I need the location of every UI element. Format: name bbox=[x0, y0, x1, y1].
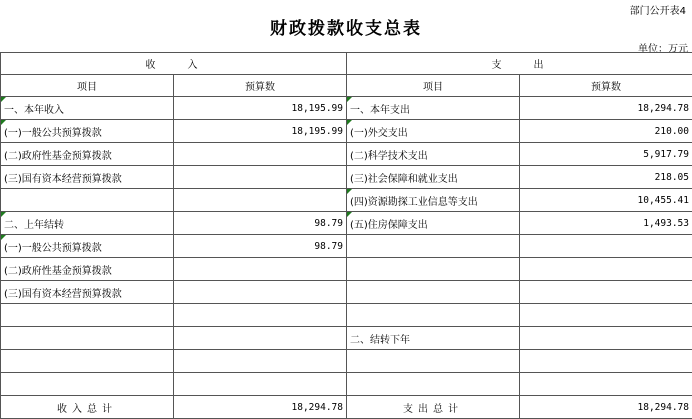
expense-value bbox=[520, 281, 692, 304]
table-row bbox=[1, 120, 692, 143]
income-value bbox=[174, 281, 347, 304]
income-value: 18,195.99 bbox=[174, 97, 347, 120]
table-row bbox=[1, 235, 692, 258]
expense-item bbox=[347, 373, 520, 396]
income-item bbox=[1, 373, 174, 396]
table-row bbox=[1, 212, 692, 235]
income-item: (三)国有资本经营预算拨款 bbox=[1, 281, 174, 304]
income-value bbox=[174, 373, 347, 396]
income-header: 收 入 bbox=[1, 53, 347, 75]
expense-value: 1,493.53 bbox=[520, 212, 692, 235]
expense-item: (三)社会保障和就业支出 bbox=[347, 166, 520, 189]
expense-value bbox=[520, 258, 692, 281]
expense-item bbox=[347, 235, 520, 258]
expense-value: 10,455.41 bbox=[520, 189, 692, 212]
table-row bbox=[1, 166, 692, 189]
expense-item: 二、结转下年 bbox=[347, 327, 520, 350]
table-row bbox=[1, 97, 692, 120]
expense-header: 支 出 bbox=[347, 53, 692, 75]
expense-item-header: 项目 bbox=[347, 75, 520, 97]
income-item: 一、本年收入 bbox=[1, 97, 174, 120]
total-row bbox=[1, 396, 692, 419]
section-header-row bbox=[1, 53, 692, 75]
income-total-label: 收入总计 bbox=[1, 396, 174, 419]
expense-value bbox=[520, 350, 692, 373]
expense-value bbox=[520, 373, 692, 396]
income-item bbox=[1, 189, 174, 212]
expense-item: 一、本年支出 bbox=[347, 97, 520, 120]
income-value bbox=[174, 350, 347, 373]
income-item: (三)国有资本经营预算拨款 bbox=[1, 166, 174, 189]
table-row bbox=[1, 327, 692, 350]
expense-item bbox=[347, 350, 520, 373]
form-code: 部门公开表4 bbox=[630, 2, 686, 17]
expense-total-value: 18,294.78 bbox=[520, 396, 692, 419]
expense-item: (五)住房保障支出 bbox=[347, 212, 520, 235]
income-value: 98.79 bbox=[174, 212, 347, 235]
expense-value bbox=[520, 327, 692, 350]
expense-item bbox=[347, 281, 520, 304]
income-value bbox=[174, 143, 347, 166]
income-item: (一)一般公共预算拨款 bbox=[1, 235, 174, 258]
income-value bbox=[174, 304, 347, 327]
expense-budget-header: 预算数 bbox=[520, 75, 692, 97]
income-total-value: 18,294.78 bbox=[174, 396, 347, 419]
page-title: 财政拨款收支总表 bbox=[0, 14, 692, 39]
income-item-header: 项目 bbox=[1, 75, 174, 97]
table-row bbox=[1, 189, 692, 212]
expense-item: (四)资源勘探工业信息等支出 bbox=[347, 189, 520, 212]
income-item: 二、上年结转 bbox=[1, 212, 174, 235]
expense-value: 218.05 bbox=[520, 166, 692, 189]
expense-item: (一)外交支出 bbox=[347, 120, 520, 143]
income-budget-header: 预算数 bbox=[174, 75, 347, 97]
column-header-row bbox=[1, 75, 692, 97]
table-row bbox=[1, 373, 692, 396]
income-value: 98.79 bbox=[174, 235, 347, 258]
expense-value bbox=[520, 235, 692, 258]
table-row bbox=[1, 350, 692, 373]
income-value bbox=[174, 258, 347, 281]
income-value: 18,195.99 bbox=[174, 120, 347, 143]
expense-item bbox=[347, 304, 520, 327]
income-value bbox=[174, 327, 347, 350]
expense-item bbox=[347, 258, 520, 281]
budget-table bbox=[0, 52, 692, 419]
expense-value: 5,917.79 bbox=[520, 143, 692, 166]
income-value bbox=[174, 189, 347, 212]
table-row bbox=[1, 258, 692, 281]
expense-value: 18,294.78 bbox=[520, 97, 692, 120]
expense-total-label: 支出总计 bbox=[347, 396, 520, 419]
table-row bbox=[1, 304, 692, 327]
income-item bbox=[1, 304, 174, 327]
expense-value bbox=[520, 304, 692, 327]
expense-item: (二)科学技术支出 bbox=[347, 143, 520, 166]
income-item: (二)政府性基金预算拨款 bbox=[1, 143, 174, 166]
income-value bbox=[174, 166, 347, 189]
income-item bbox=[1, 327, 174, 350]
income-item: (二)政府性基金预算拨款 bbox=[1, 258, 174, 281]
income-item bbox=[1, 350, 174, 373]
unit-label: 单位：万元 bbox=[638, 40, 688, 55]
income-item: (一)一般公共预算拨款 bbox=[1, 120, 174, 143]
table-row bbox=[1, 143, 692, 166]
table-row bbox=[1, 281, 692, 304]
expense-value: 210.00 bbox=[520, 120, 692, 143]
